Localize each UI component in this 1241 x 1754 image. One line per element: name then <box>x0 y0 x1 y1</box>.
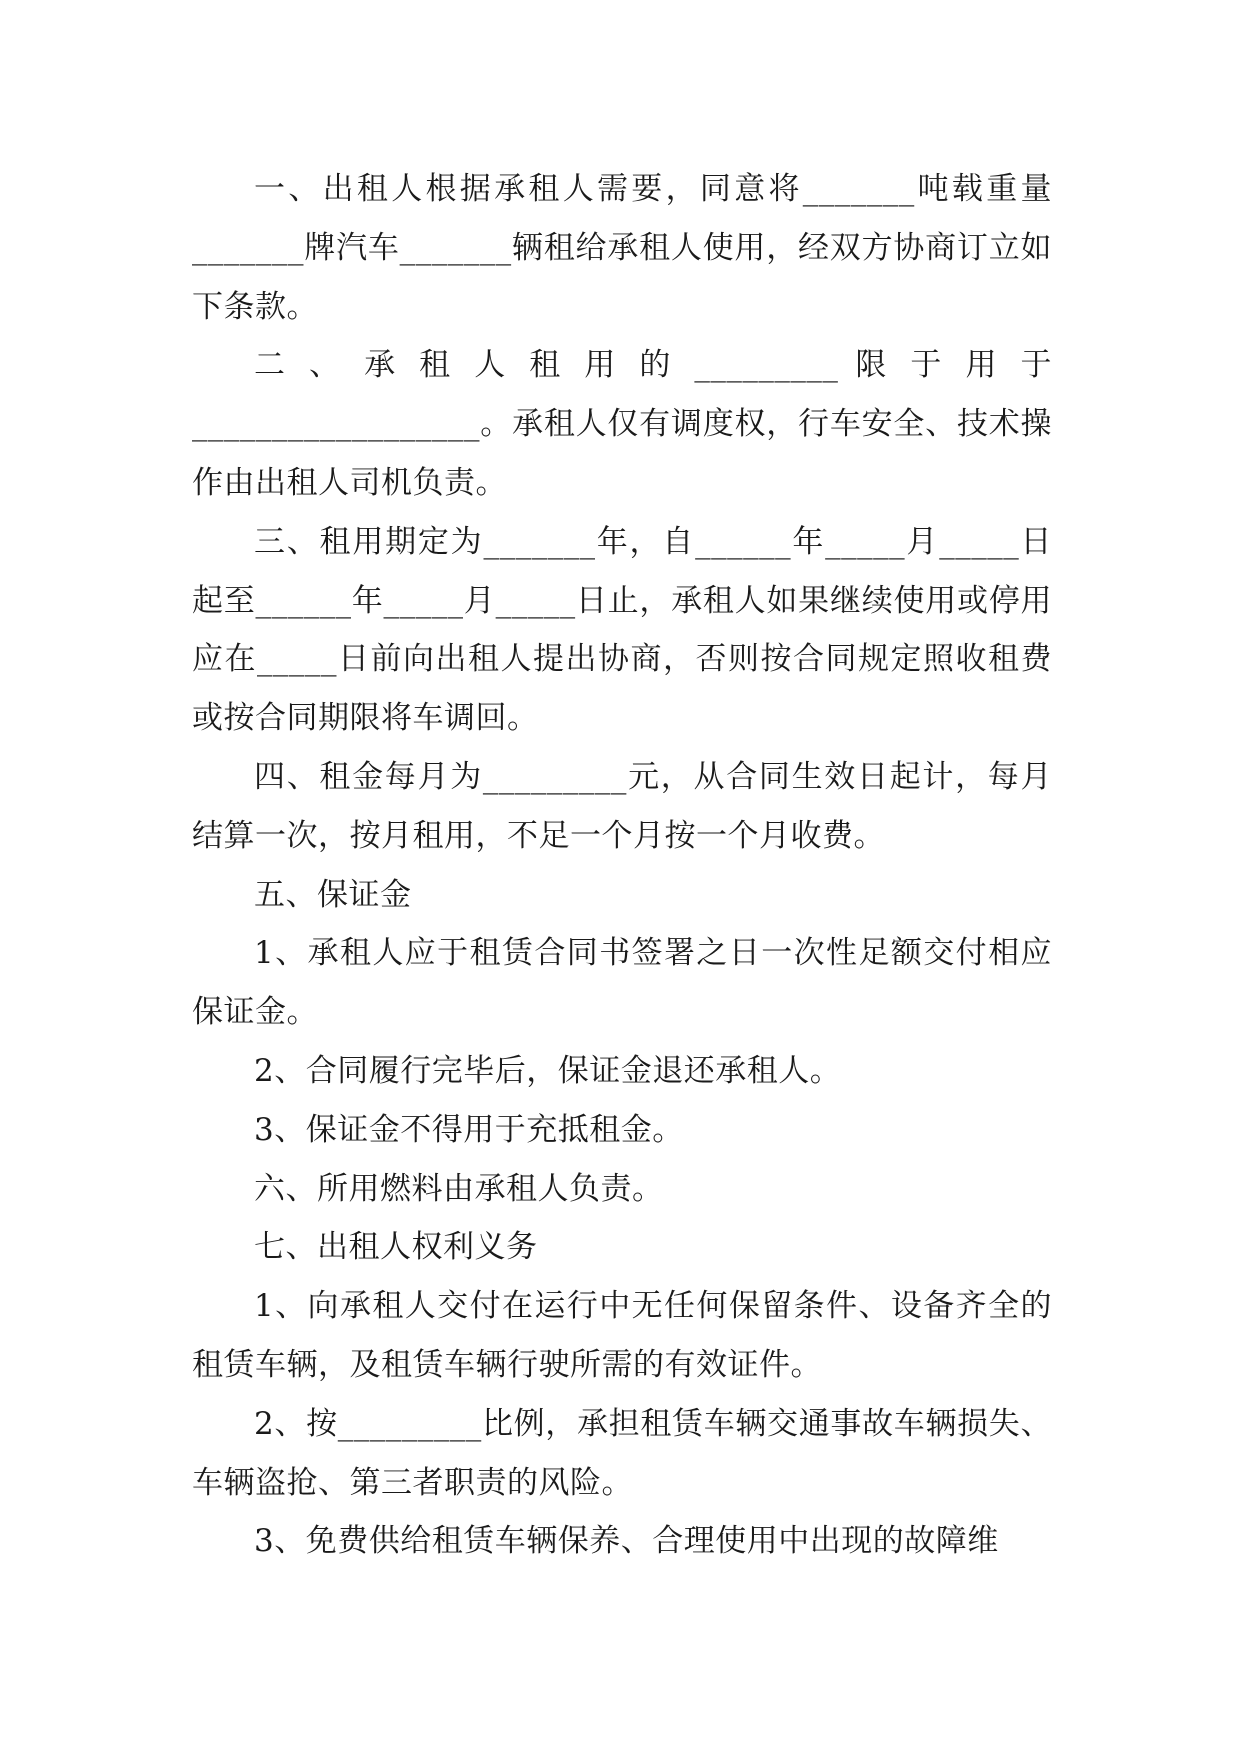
clause-7-lessor-heading: 七、出租人权利义务 <box>254 1229 538 1266</box>
clause-4-rent: 四、租金每月为_________元，从合同生效日起计，每月结算一次，按月租用，不足一个月按一个月收费。 <box>192 758 1052 854</box>
clause-5-item-2: 2、合同履行完毕后，保证金退还承租人。 <box>254 1052 842 1089</box>
clause-6-fuel: 六、所用燃料由承租人负责。 <box>254 1170 664 1207</box>
clause-7-item-3: 3、免费供给租赁车辆保养、合理使用中出现的故障维 <box>254 1523 999 1560</box>
clause-5-deposit-heading: 五、保证金 <box>254 876 412 913</box>
clause-5-item-3: 3、保证金不得用于充抵租金。 <box>254 1111 684 1148</box>
clause-7-item-1: 1、向承租人交付在运行中无任何保留条件、设备齐全的租赁车辆，及租赁车辆行驶所需的有效证件。 <box>192 1288 1052 1383</box>
clause-3-lease-term: 三、租用期定为_______年，自______年_____月_____日起至______年_____月_____日止，承租人如果继续使用或停用应在_____日前向出租人提出协商，否则按合同规定照收租费或按合同期限将车调回。 <box>192 523 1052 737</box>
clause-5-item-1: 1、承租人应于租赁合同书签署之日一次性足额交付相应保证金。 <box>192 935 1052 1031</box>
clause-2-usage-scope: 二 、 承 租 人 租 用 的 _________ 限 于 用 于 __________________。承租人仅有调度权，行车安全、技术操作由出租人司机负责。 <box>192 347 1052 501</box>
contract-body <box>192 160 1052 1571</box>
clause-1-vehicle-lease: 一、出租人根据承租人需要，同意将_______吨载重量_______牌汽车_______辆租给承租人使用，经双方协商订立如下条款。 <box>192 171 1052 325</box>
clause-7-item-2: 2、按_________比例，承担租赁车辆交通事故车辆损失、车辆盗抢、第三者职责的风险。 <box>192 1405 1052 1501</box>
